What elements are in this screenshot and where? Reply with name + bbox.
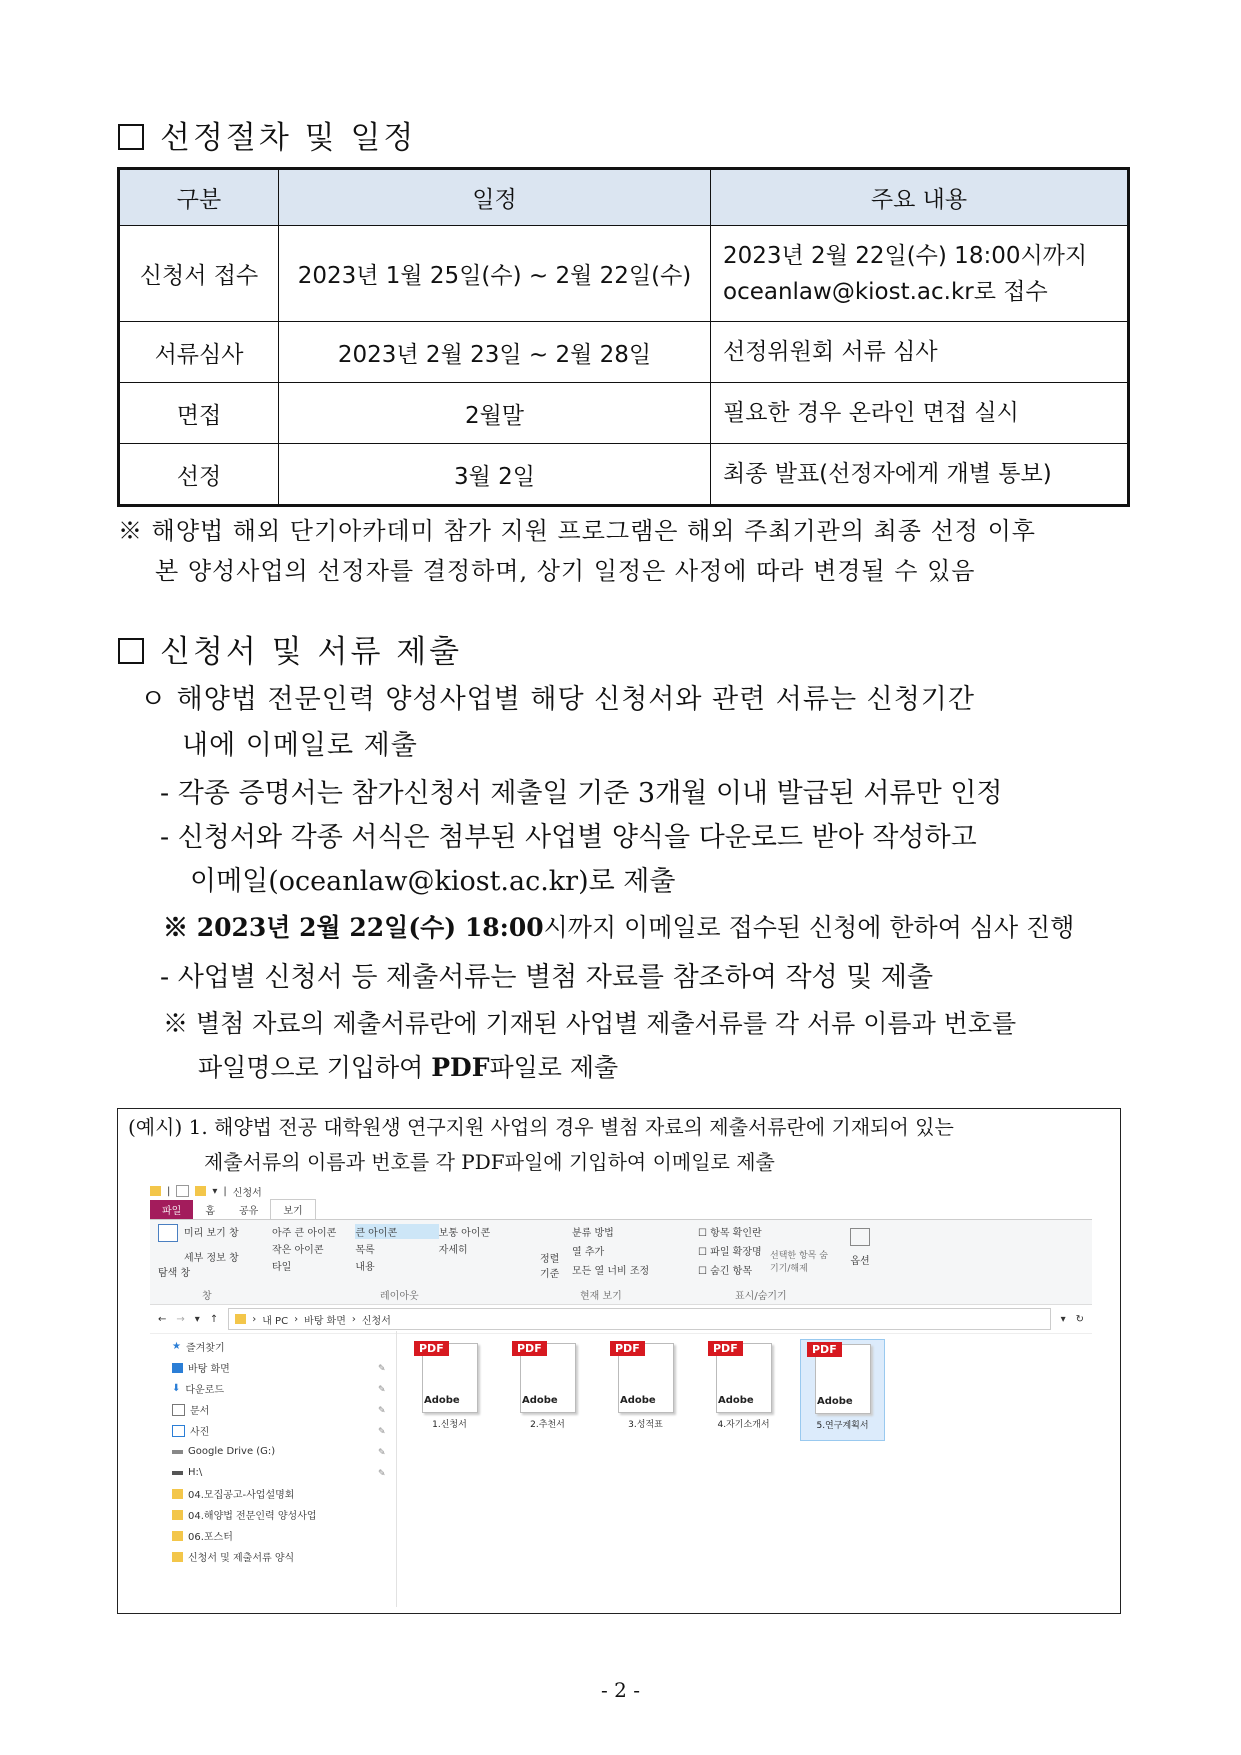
refresh-icon[interactable]: ↻ [1075,1313,1084,1325]
folder-icon [172,1489,183,1499]
checkbox-square-icon [118,124,144,150]
section2-title: 신청서 및 서류 제출 [160,634,463,670]
table-cell: 서류심사 [119,322,279,383]
chevron-right-icon: › [351,1313,356,1325]
option-label: 항목 확인란 [710,1228,762,1239]
download-icon: ⬇ [172,1383,181,1394]
folder-icon [172,1531,183,1541]
group-by-button[interactable]: 분류 방법 [572,1228,614,1239]
table-cell: 선정위원회 서류 심사 [711,322,1129,383]
details-pane-button[interactable]: 세부 정보 창 [184,1253,239,1264]
nav-item[interactable] [150,1420,390,1441]
file-extensions-option[interactable]: ☐ 파일 확장명 [698,1247,762,1258]
bullet-line: - 신청서와 각종 서식은 첨부된 사업별 양식을 다운로드 받아 작성하고 [160,822,977,853]
note-part: 파일로 제출 [489,1053,619,1082]
sort-by-button[interactable]: 정렬 기준 [540,1254,560,1280]
option-label: 숨긴 항목 [710,1266,752,1277]
table-cell [711,226,1129,322]
options-label: 옵션 [850,1256,870,1267]
pdf-tag: PDF [512,1341,547,1356]
file-name: 4.자기소개서 [717,1420,770,1430]
table-header: 주요 내용 [711,169,1129,226]
nav-label: 다운로드 [185,1385,225,1396]
layout-option[interactable]: 자세히 [438,1245,468,1256]
table-row [119,226,1129,322]
paragraph-line: 내에 이메일로 제출 [182,730,418,761]
nav-label: 바탕 화면 [188,1364,230,1375]
layout-option[interactable]: 작은 아이콘 [272,1245,324,1256]
address-dropdown-icon[interactable]: ▾ [1060,1313,1066,1325]
bullet-line: 이메일(oceanlaw@kiost.ac.kr)로 제출 [190,866,676,897]
nav-item[interactable] [150,1357,390,1378]
pictures-icon [172,1425,185,1437]
drive-icon [172,1450,183,1454]
nav-pane-button[interactable]: 탐색 창 [158,1268,191,1279]
nav-item[interactable] [150,1399,390,1420]
table-row [119,383,1129,444]
forward-arrow-icon[interactable]: → [176,1313,185,1325]
adobe-label: Adobe [620,1395,656,1406]
explorer-titlebar [150,1181,1092,1201]
table-cell: 필요한 경우 온라인 면접 실시 [711,383,1129,444]
table-header-row [119,169,1129,226]
file-name: 1.신청서 [432,1420,467,1430]
nav-item[interactable] [150,1525,390,1546]
note-part: 파일명으로 기입하여 [198,1053,432,1082]
table-cell: 선정 [119,444,279,506]
bullet-line: - 사업별 신청서 등 제출서류는 별첨 자료를 참조하여 작성 및 제출 [160,962,934,993]
up-arrow-icon[interactable]: ↑ [209,1313,219,1325]
note-line: ※ 별첨 자료의 제출서류란에 기재된 사업별 제출서류를 각 서류 이름과 번호를 [163,1009,1017,1038]
section2-heading [118,626,462,671]
nav-item[interactable] [150,1441,390,1462]
note-bold: PDF [431,1053,490,1082]
pane-divider[interactable] [396,1331,397,1607]
item-checkboxes-option[interactable]: ☐ 항목 확인란 [698,1228,762,1239]
layout-option[interactable]: 아주 큰 아이콘 [272,1228,337,1239]
ribbon-tabs [150,1201,1092,1220]
group-label: 표시/숨기기 [735,1291,787,1302]
option-label: 파일 확장명 [710,1247,762,1258]
nav-label: 문서 [190,1406,210,1417]
network-drive-icon [172,1471,183,1475]
pin-icon[interactable]: ✎ [378,1406,386,1416]
ribbon-view [150,1220,1092,1305]
adobe-label: Adobe [718,1395,754,1406]
options-icon [850,1228,870,1246]
cell-line: 2023년 2월 22일(수) 18:00시까지 [723,242,1088,269]
schedule-table [117,167,1130,507]
checkbox-square-icon [118,638,144,664]
nav-item[interactable] [150,1462,390,1483]
nav-label: 04.해양법 전문인력 양성사업 [188,1511,317,1522]
adobe-label: Adobe [522,1395,558,1406]
adobe-label: Adobe [817,1396,853,1407]
table-header: 구분 [119,169,279,226]
folder-icon [150,1186,161,1196]
example-box [117,1108,1121,1614]
preview-pane-button[interactable]: 미리 보기 창 [184,1228,239,1239]
ribbon-group-layout [272,1224,522,1273]
pin-icon[interactable]: ✎ [378,1469,386,1479]
options-button[interactable] [850,1228,870,1267]
table-cell: 신청서 접수 [119,226,279,322]
chevron-right-icon: › [252,1313,257,1325]
pdf-file-item[interactable] [702,1339,785,1439]
table-cell: 3월 2일 [279,444,711,506]
hide-selected-button[interactable]: 선택한 항목 숨기기/해제 [770,1251,828,1274]
back-arrow-icon[interactable]: ← [158,1313,167,1325]
tab-home[interactable]: 홈 [205,1206,215,1217]
nav-item[interactable] [150,1378,390,1399]
ribbon-group-current-view [540,1224,680,1280]
schedule-note-line1: ※ 해양법 해외 단기아카데미 참가 지원 프로그램은 해외 주최기관의 최종 선정 이후 [118,517,1036,545]
nav-item[interactable] [150,1504,390,1525]
nav-label: Google Drive (G:) [188,1446,276,1457]
hidden-items-option[interactable]: ☐ 숨긴 항목 [698,1266,752,1277]
example-line1: (예시) 1. 해양법 전공 대학원생 연구지원 사업의 경우 별첨 자료의 제출서류란에 기재되어 있는 [128,1115,954,1139]
nav-item[interactable] [150,1546,390,1567]
pin-icon[interactable]: ✎ [378,1448,386,1458]
new-folder-icon[interactable] [195,1186,206,1196]
nav-label: 06.포스터 [188,1532,233,1543]
dropdown-icon[interactable]: ▾ [212,1185,218,1197]
table-cell: 최종 발표(선정자에게 개별 통보) [711,444,1129,506]
table-row [119,322,1129,383]
paragraph-line: ㅇ 해양법 전문인력 양성사업별 해당 신청서와 관련 서류는 신청기간 [140,684,975,715]
recent-dropdown-icon[interactable]: ▾ [194,1313,200,1325]
pdf-file-item[interactable] [506,1339,589,1439]
deadline-rest: 시까지 이메일로 접수된 신청에 한하여 심사 진행 [543,913,1075,942]
nav-item-quick-access[interactable] [150,1336,390,1357]
adobe-label: Adobe [424,1395,460,1406]
pin-icon[interactable]: ✎ [378,1427,386,1437]
table-cell: 면접 [119,383,279,444]
deadline-note [163,908,1074,948]
file-name: 5.연구계획서 [816,1421,869,1431]
section1-title: 선정절차 및 일정 [160,120,417,156]
window-title: 신청서 [232,1187,262,1199]
breadcrumb-item[interactable]: 내 PC [262,1315,289,1327]
ribbon-group-show-hide [698,1224,848,1277]
folder-icon [172,1510,183,1520]
add-columns-button[interactable]: 열 추가 [572,1247,605,1258]
nav-label: 04.모집공고-사업설명회 [188,1490,295,1501]
group-label: 창 [202,1291,212,1302]
separator-icon: | [223,1185,227,1197]
table-cell: 2023년 1월 25일(수) ~ 2월 22일(수) [279,226,711,322]
note-line [198,1048,618,1088]
size-columns-button[interactable]: 모든 열 너비 조정 [572,1266,650,1277]
layout-option[interactable]: 보통 아이콘 [438,1228,491,1239]
file-name: 3.성적표 [628,1420,663,1430]
pin-icons [378,1359,386,1485]
cell-line: oceanlaw@kiost.ac.kr로 접수 [723,278,1048,305]
star-icon: ★ [172,1341,181,1352]
pdf-tag: PDF [414,1341,449,1356]
desktop-icon [172,1363,183,1373]
tab-file[interactable]: 파일 [150,1200,193,1219]
pdf-file-item[interactable] [604,1339,687,1439]
layout-option[interactable]: 내용 [355,1262,375,1273]
table-row [119,444,1129,506]
nav-label: H:\ [188,1467,203,1478]
tab-share[interactable]: 공유 [239,1206,259,1217]
pdf-tag: PDF [708,1341,743,1356]
tab-view[interactable]: 보기 [270,1199,315,1219]
nav-label: 신청서 및 제출서류 양식 [188,1553,295,1564]
pdf-file-item[interactable] [408,1339,491,1439]
bullet-line: - 각종 증명서는 참가신청서 제출일 기준 3개월 이내 발급된 서류만 인정 [160,778,1003,809]
section1-heading [118,112,416,157]
breadcrumb-item[interactable]: 신청서 [361,1315,391,1327]
documents-icon [172,1404,185,1416]
address-bar-row [150,1305,1092,1334]
group-label: 레이아웃 [380,1291,419,1302]
file-name: 2.추천서 [530,1420,565,1430]
page-number: - 2 - [601,1678,640,1702]
group-label: 현재 보기 [580,1291,622,1302]
table-cell: 2월말 [279,383,711,444]
pin-icon[interactable]: ✎ [378,1385,386,1395]
nav-pane-icon[interactable] [158,1224,178,1242]
layout-option[interactable]: 목록 [355,1245,375,1256]
nav-item[interactable] [150,1483,390,1504]
chevron-right-icon: › [294,1313,299,1325]
ribbon-group-pane [158,1224,268,1279]
layout-option[interactable]: 타일 [272,1262,292,1273]
properties-icon[interactable] [176,1185,189,1197]
file-explorer-screenshot [150,1181,1092,1607]
pdf-tag: PDF [807,1342,842,1357]
address-bar[interactable] [228,1308,1050,1330]
pin-icon[interactable]: ✎ [378,1364,386,1374]
file-list [408,1339,885,1441]
nav-label: 즐겨찾기 [185,1343,225,1354]
schedule-note-line2: 본 양성사업의 선정자를 결정하며, 상기 일정은 사정에 따라 변경될 수 있음 [155,557,976,585]
example-line2: 제출서류의 이름과 번호를 각 PDF파일에 기입하여 이메일로 제출 [204,1150,775,1174]
deadline-bold: ※ 2023년 2월 22일(수) 18:00 [163,913,544,942]
pdf-tag: PDF [610,1341,645,1356]
folder-icon [235,1314,246,1324]
table-header: 일정 [279,169,711,226]
layout-option-selected[interactable]: 큰 아이콘 [355,1224,438,1239]
navigation-pane [150,1336,390,1567]
separator-icon: | [167,1185,171,1197]
pdf-file-item-selected[interactable] [800,1339,885,1441]
folder-icon [172,1552,183,1562]
nav-label: 사진 [190,1427,210,1438]
table-cell: 2023년 2월 23일 ~ 2월 28일 [279,322,711,383]
breadcrumb-item[interactable]: 바탕 화면 [304,1315,346,1327]
